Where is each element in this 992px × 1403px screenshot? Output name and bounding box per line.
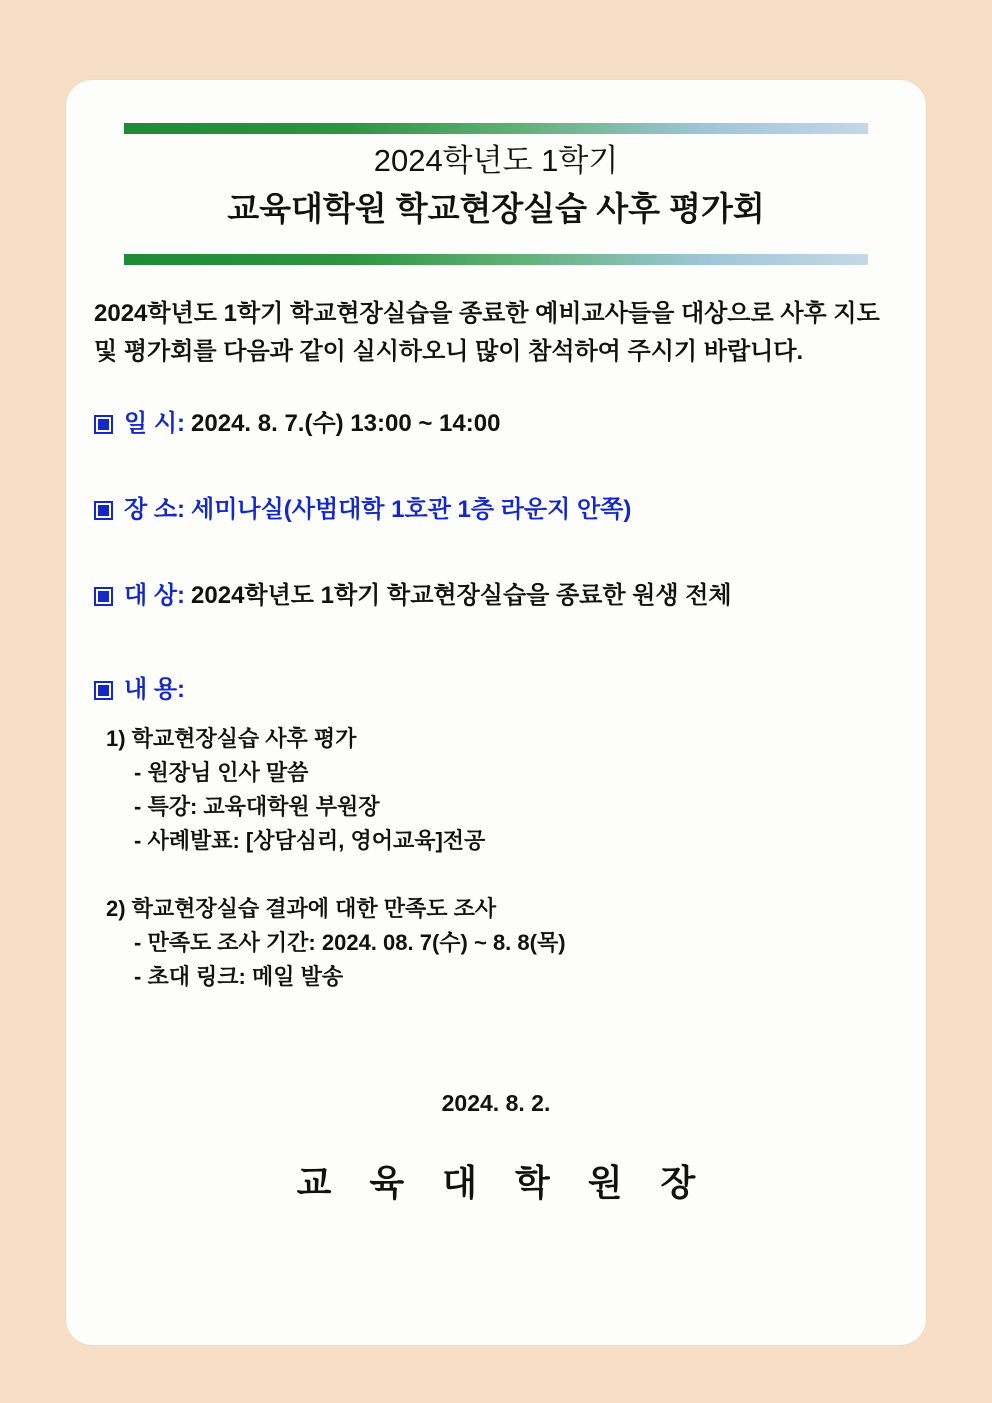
content-group (94, 892, 904, 994)
content-group (94, 722, 904, 858)
notice-title (124, 138, 868, 234)
content-group-item: - 원장님 인사 말씀 (134, 760, 309, 785)
field-label-content: 내 용: (124, 676, 186, 703)
title-line-1: 2024학년도 1학기 (373, 143, 619, 178)
field-row-datetime (94, 408, 904, 440)
content-section (94, 674, 904, 1028)
content-group-item: - 사례발표: [상담심리, 영어교육]전공 (134, 828, 486, 853)
field-value-location: 세미나실(사범대학 1호관 1층 라운지 안쪽) (191, 496, 632, 523)
field-row-location (94, 494, 904, 526)
title-line-2: 교육대학원 학교현장실습 사후 평가회 (227, 190, 765, 227)
content-group-item: - 만족도 조사 기간: 2024. 08. 7(수) ~ 8. 8(목) (134, 930, 566, 955)
square-bullet-icon (94, 587, 113, 606)
notice-sheet (66, 80, 926, 1345)
square-bullet-icon (94, 415, 113, 434)
square-bullet-icon (94, 681, 113, 700)
field-label-location: 장 소: (124, 496, 186, 523)
issuer-signature: 교 육 대 학 원 장 (296, 1162, 710, 1203)
field-label-datetime: 일 시: (124, 410, 186, 437)
field-label-audience: 대 상: (124, 582, 186, 609)
content-group-item: - 특강: 교육대학원 부원장 (134, 794, 380, 819)
field-value-audience: 2024학년도 1학기 학교현장실습을 종료한 원생 전체 (191, 582, 732, 609)
divider-top (124, 123, 868, 134)
issue-date: 2024. 8. 2. (441, 1090, 551, 1116)
square-bullet-icon (94, 501, 113, 520)
intro-paragraph: 2024학년도 1학기 학교현장실습을 종료한 예비교사들을 대상으로 사후 지도 및 평가회를 다음과 같이 실시하오니 많이 참석하여 주시기 바랍니다. (94, 300, 880, 365)
content-group-item: - 초대 링크: 메일 발송 (134, 964, 344, 989)
content-group-title: 2) 학교현장실습 결과에 대한 만족도 조사 (106, 896, 497, 921)
field-value-datetime: 2024. 8. 7.(수) 13:00 ~ 14:00 (191, 410, 501, 437)
field-row-audience (94, 580, 904, 612)
content-group-title: 1) 학교현장실습 사후 평가 (106, 726, 357, 751)
divider-bottom (124, 254, 868, 265)
detail-fields (94, 408, 904, 666)
content-header (94, 674, 904, 706)
